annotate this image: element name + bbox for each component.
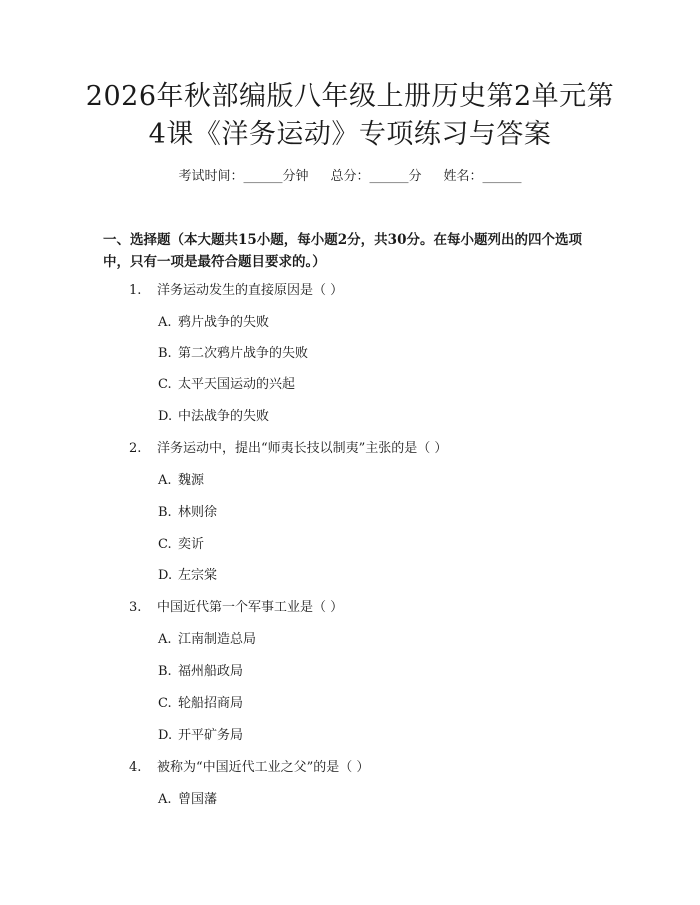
student-name-label: 姓名：______ <box>443 169 522 184</box>
question-3-option-c <box>158 695 243 713</box>
title-line-2: 4课《洋务运动》专项练习与答案 <box>148 119 552 150</box>
question-1-option-b <box>158 345 308 363</box>
option-text: 鸦片战争的失败 <box>178 315 270 330</box>
question-2 <box>129 440 447 458</box>
title-line-1: 2026年秋部编版八年级上册历史第2单元第 <box>85 81 615 112</box>
option-letter: A. <box>158 315 172 330</box>
option-letter: C. <box>158 377 172 392</box>
question-3-option-a <box>158 631 256 649</box>
option-text: 奕䜣 <box>178 537 205 552</box>
question-1-option-a <box>158 314 269 332</box>
option-text: 左宗棠 <box>178 568 218 583</box>
option-text: 太平天国运动的兴起 <box>178 377 296 392</box>
option-text: 林则徐 <box>178 505 218 520</box>
option-text: 江南制造总局 <box>178 632 257 647</box>
question-2-option-b <box>158 504 217 522</box>
question-4 <box>129 759 369 777</box>
option-letter: A. <box>158 473 172 488</box>
total-score-label: 总分：______分 <box>330 169 422 184</box>
exam-meta <box>0 168 700 186</box>
question-1-option-c <box>158 376 295 394</box>
question-3 <box>129 599 343 617</box>
question-2-option-c <box>158 536 204 554</box>
option-letter: B. <box>158 664 172 679</box>
question-2-option-d <box>158 567 217 585</box>
question-text: 中国近代第一个军事工业是（ ） <box>157 600 344 615</box>
option-letter: B. <box>158 346 172 361</box>
option-letter: A. <box>158 632 172 647</box>
exam-time-label: 考试时间：______分钟 <box>178 169 309 184</box>
document-title <box>70 78 630 154</box>
option-letter: C. <box>158 696 172 711</box>
option-letter: D. <box>158 409 173 424</box>
question-1-option-d <box>158 408 269 426</box>
option-letter: C. <box>158 537 172 552</box>
option-text: 中法战争的失败 <box>178 409 270 424</box>
question-number: 1. <box>129 283 142 298</box>
option-text: 开平矿务局 <box>178 728 244 743</box>
question-2-option-a <box>158 472 204 490</box>
option-text: 轮船招商局 <box>178 696 244 711</box>
option-text: 魏源 <box>178 473 205 488</box>
question-text: 洋务运动发生的直接原因是（ ） <box>157 283 344 298</box>
option-text: 曾国藩 <box>178 792 218 807</box>
question-1 <box>129 282 343 300</box>
option-text: 第二次鸦片战争的失败 <box>178 346 309 361</box>
question-text: 洋务运动中，提出“师夷长技以制夷”主张的是（ ） <box>157 441 448 456</box>
question-number: 4. <box>129 760 142 775</box>
question-number: 2. <box>129 441 142 456</box>
section-heading: 一、选择题（本大题共15小题，每小题2分，共30分。在每小题列出的四个选项中，只有一项是最符合题目要求的。） <box>103 232 582 270</box>
question-3-option-d <box>158 727 243 745</box>
option-letter: D. <box>158 568 173 583</box>
question-3-option-b <box>158 663 243 681</box>
question-number: 3. <box>129 600 142 615</box>
option-letter: B. <box>158 505 172 520</box>
option-letter: A. <box>158 792 172 807</box>
option-text: 福州船政局 <box>178 664 244 679</box>
question-text: 被称为“中国近代工业之父”的是（ ） <box>157 760 370 775</box>
option-letter: D. <box>158 728 173 743</box>
question-4-option-a <box>158 791 217 809</box>
